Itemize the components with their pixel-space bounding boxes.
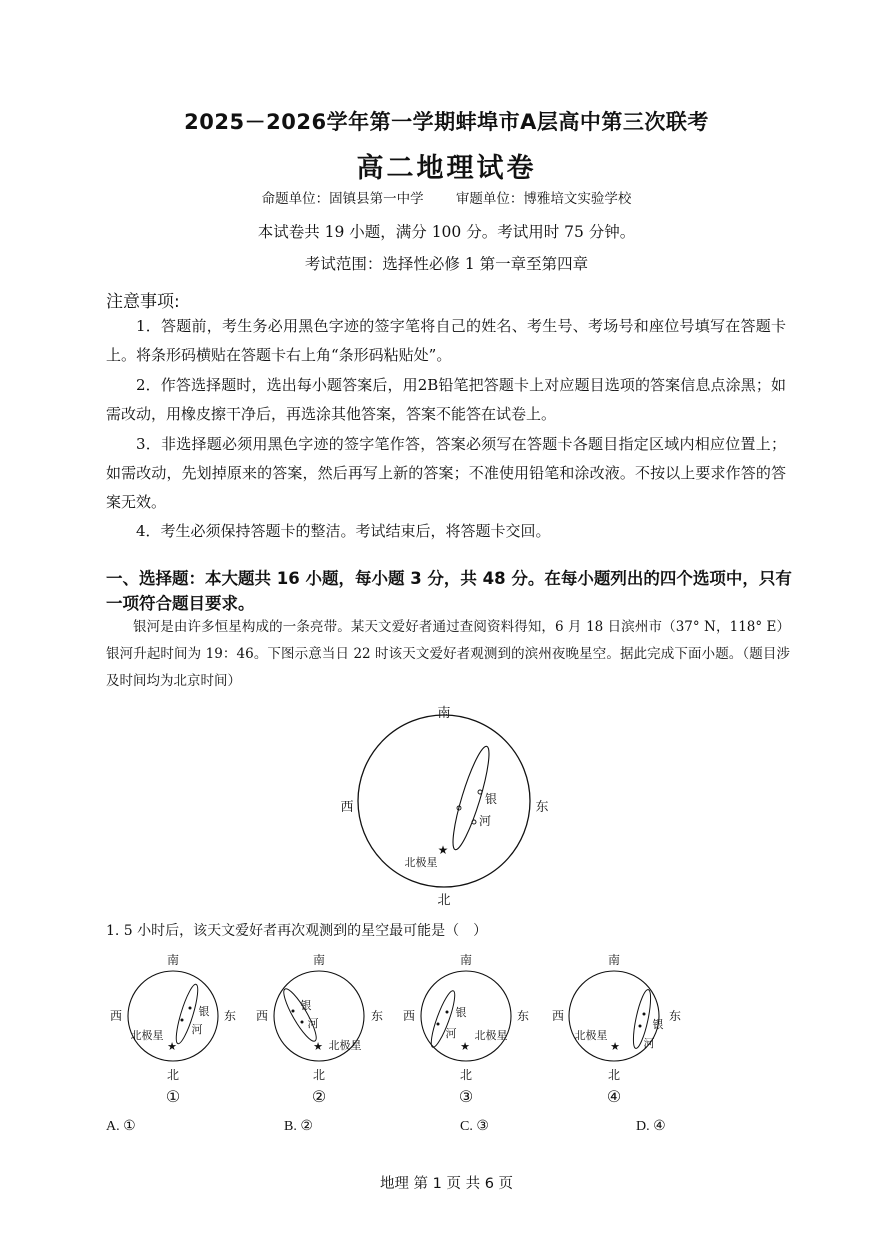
option-d[interactable]: D. ④: [636, 1119, 666, 1134]
label-milky-1: 银: [300, 999, 312, 1012]
panel-number: ④: [606, 1087, 622, 1106]
polaris-star-icon: ★: [610, 1040, 620, 1053]
label-polaris: 北极星: [404, 856, 438, 869]
question-1-text: 1. 5 小时后，该天文爱好者再次观测到的星空最可能是（ ）: [106, 923, 488, 939]
section-heading: 一、选择题：本大题共 16 小题，每小题 3 分，共 48 分。在每小题列出的四个选项中，只有一项符合题目要求。: [106, 569, 792, 613]
label-east: 东: [535, 800, 549, 815]
label-polaris: 北极星: [130, 1029, 164, 1042]
star-dot: [478, 790, 482, 794]
polaris-star-icon: ★: [437, 843, 449, 857]
label-milky-2: 河: [478, 814, 492, 828]
label-milky-2: 河: [307, 1017, 319, 1030]
label-east: 东: [370, 1009, 384, 1023]
label-west: 西: [255, 1009, 269, 1023]
star-dot: [292, 1010, 295, 1013]
label-north: 北: [166, 1068, 180, 1082]
label-milky-1: 银: [198, 1005, 210, 1018]
label-milky-2: 河: [191, 1023, 203, 1036]
panel-number: ③: [458, 1087, 474, 1106]
notice-item: 1．答题前，考生务必用黑色字迹的签字笔将自己的姓名、考生号、考场号和座位号填写在答题卡上。将条形码横贴在答题卡右上角“条形码粘贴处”。: [106, 317, 786, 364]
star-dot: [437, 1023, 440, 1026]
milky-way-ellipse: [427, 989, 459, 1049]
exam-subtitle: 高二地理试卷: [356, 153, 537, 184]
sky-circle: [358, 715, 530, 887]
label-polaris: 北极星: [474, 1029, 508, 1042]
option-a[interactable]: A. ①: [106, 1119, 136, 1134]
label-north: 北: [607, 1068, 621, 1082]
label-south: 南: [312, 953, 326, 967]
star-dot: [639, 1025, 642, 1028]
star-dot: [181, 1019, 184, 1022]
option-b[interactable]: B. ②: [284, 1119, 313, 1134]
label-milky-2: 河: [445, 1027, 457, 1040]
option-panel-1: [110, 952, 236, 1106]
polaris-star-icon: ★: [167, 1040, 177, 1053]
option-c[interactable]: C. ③: [460, 1119, 489, 1134]
label-polaris: 北极星: [574, 1029, 608, 1042]
polaris-star-icon: ★: [460, 1040, 470, 1053]
label-north: 北: [312, 1068, 326, 1082]
label-north: 北: [459, 1068, 473, 1082]
notice-item: 3．非选择题必须用黑色字迹的签字笔作答，答案必须写在答题卡各题目指定区域内相应位置上；如需改动，先划掉原来的答案，然后再写上新的答案；不准使用铅笔和涂改液。不按以上要求作答的答案无效。: [106, 435, 786, 511]
star-dot: [446, 1011, 449, 1014]
option-panel-3: [403, 952, 529, 1106]
panel-number: ①: [165, 1087, 181, 1106]
label-south: 南: [166, 953, 180, 967]
polaris-star-icon: ★: [313, 1040, 323, 1053]
star-dot: [189, 1007, 192, 1010]
label-west: 西: [551, 1009, 565, 1023]
label-milky-1: 银: [455, 1006, 467, 1019]
star-dot: [301, 1021, 304, 1024]
exam-info-line-2: 考试范围：选择性必修 1 第一章至第四章: [304, 255, 589, 273]
label-milky-1: 银: [484, 792, 498, 806]
exam-info-line-1: 本试卷共 19 小题，满分 100 分。考试用时 75 分钟。: [257, 223, 636, 241]
label-east: 东: [668, 1009, 682, 1023]
label-south: 南: [437, 706, 451, 721]
setter-unit: 命题单位：固镇县第一中学: [261, 191, 424, 207]
reviewer-unit: 审题单位：博雅培文实验学校: [455, 191, 632, 207]
label-milky-2: 河: [643, 1037, 655, 1050]
label-west: 西: [109, 1009, 123, 1023]
question-stem: 银河是由许多恒星构成的一条亮带。某天文爱好者通过查阅资料得知，6 月 18 日滨州市（37° N，118° E）银河升起时间为 19：46。下图示意当日 22 时该天文爱好者观测到的滨州夜晚星空。据此完成下面小题。（题目涉及时间均为北京时间）: [106, 619, 790, 689]
label-south: 南: [459, 953, 473, 967]
label-east: 东: [516, 1009, 530, 1023]
star-dot: [643, 1013, 646, 1016]
option-panel-2: [256, 952, 383, 1106]
notice-item: 4．考生必须保持答题卡的整洁。考试结束后，将答题卡交回。: [136, 522, 551, 540]
label-north: 北: [437, 893, 451, 908]
notice-item: 2．作答选择题时，选出每小题答案后，用2B铅笔把答题卡上对应题目选项的答案信息点涂黑；如需改动，用橡皮擦干净后，再选涂其他答案，答案不能答在试卷上。: [106, 376, 786, 423]
milky-way-ellipse: [279, 986, 321, 1045]
notice-heading: 注意事项:: [106, 292, 180, 312]
label-east: 东: [223, 1009, 237, 1023]
option-panel-4: [552, 952, 681, 1106]
exam-title: 2025－2026学年第一学期蚌埠市A层高中第三次联考: [184, 110, 709, 134]
label-polaris: 北极星: [328, 1039, 362, 1052]
panel-number: ②: [311, 1087, 327, 1106]
label-west: 西: [402, 1009, 416, 1023]
label-south: 南: [607, 953, 621, 967]
page-footer: 地理 第 1 页 共 6 页: [379, 1176, 514, 1192]
label-west: 西: [340, 800, 354, 815]
label-milky-1: 银: [652, 1018, 664, 1031]
